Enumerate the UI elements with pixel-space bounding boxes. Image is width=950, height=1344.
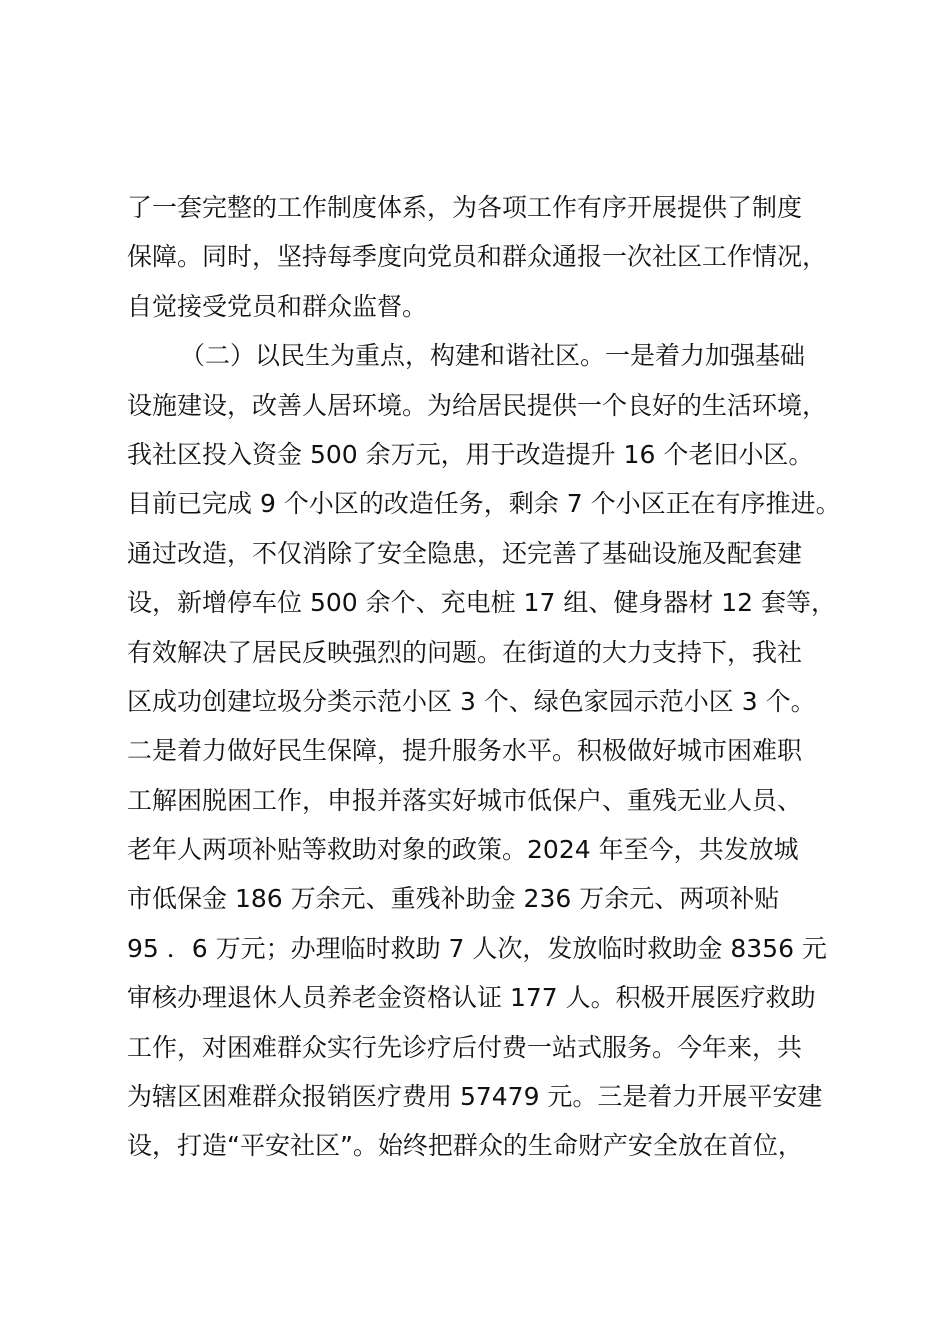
text-line: 有效解决了居民反映强烈的问题。在街道的大力支持下，我社	[127, 637, 803, 667]
text-line: 通过改造，不仅消除了安全隐患，还完善了基础设施及配套建	[127, 538, 803, 568]
text-line: 市低保金 186 万余元、重残补助金 236 万余元、两项补贴	[127, 884, 780, 914]
text-line: 二是着力做好民生保障，提升服务水平。积极做好城市困难职	[127, 736, 803, 766]
text-line: 设施建设，改善人居环境。为给居民提供一个良好的生活环境，	[127, 390, 828, 420]
text-line: 自觉接受党员和群众监督。	[127, 291, 428, 321]
text-line: 95 ．6 万元；办理临时救助 7 人次，发放临时救助金 8356 元	[127, 933, 827, 963]
text-line: 区成功创建垃圾分类示范小区 3 个、绿色家园示范小区 3 个。	[127, 686, 816, 716]
text-line: 工解困脱困工作，申报并落实好城市低保户、重残无业人员、	[127, 785, 803, 815]
paragraph-start-line: （二）以民生为重点，构建和谐社区。一是着力加强基础	[180, 341, 806, 371]
text-line: 了一套完整的工作制度体系，为各项工作有序开展提供了制度	[127, 193, 803, 222]
text-line: 老年人两项补贴等救助对象的政策。2024 年至今，共发放城	[127, 835, 799, 865]
text-line: 设，新增停车位 500 余个、充电桩 17 组、健身器材 12 套等，	[127, 588, 837, 618]
body-text	[127, 183, 867, 1171]
text-line: 审核办理退休人员养老金资格认证 177 人。积极开展医疗救助	[127, 983, 816, 1013]
text-line: 工作，对困难群众实行先诊疗后付费一站式服务。今年来，共	[127, 1032, 803, 1062]
text-line: 目前已完成 9 个小区的改造任务，剩余 7 个小区正在有序推进。	[127, 489, 841, 519]
text-line: 保障。同时，坚持每季度向党员和群众通报一次社区工作情况，	[127, 242, 828, 272]
text-line: 为辖区困难群众报销医疗费用 57479 元。三是着力开展平安建	[127, 1082, 823, 1112]
text-line: 我社区投入资金 500 余万元，用于改造提升 16 个老旧小区。	[127, 439, 814, 469]
text-line: 设，打造“平安社区”。始终把群众的生命财产安全放在首位，	[127, 1131, 803, 1161]
